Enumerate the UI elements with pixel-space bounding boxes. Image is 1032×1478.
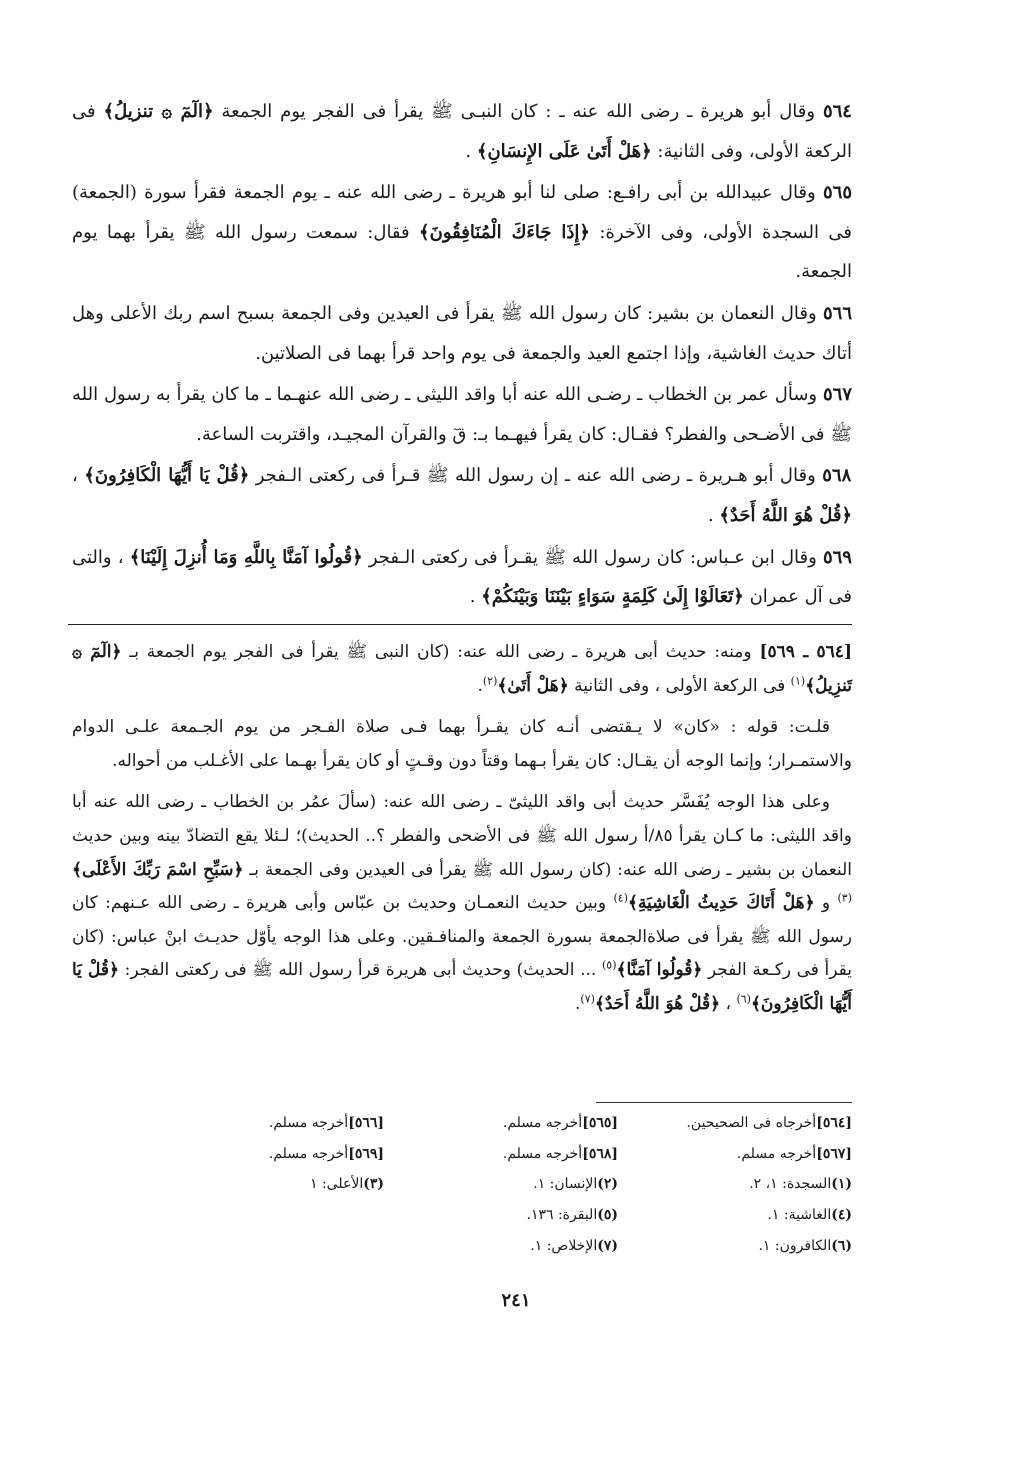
quran-quote: ﴿سَبِّحِ اسْمَ رَبِّكَ الأَعْلَى﴾ [72,859,244,880]
footnote-label: (٤) [831,1207,852,1224]
commentary-text: ومنه: حديث أبى هريرة ـ رضى الله عنه: (كان النبى ﷺ يقرأ فى الفجر يوم الجمعة بـ [121,642,752,662]
footnote [150,1230,384,1261]
quran-quote: ﴿قُلْ يَا أَيُّهَا الْكَافِرُونَ﴾ [72,960,852,1014]
footnote-divider [596,1102,852,1103]
commentary-paragraph-2: قلـت: قوله : «كان» لا يـقتضى أنـه كان يقـرأ بهما فـى صلاة الفـجر من يوم الجـمعة علـى الدوام والاستمـرار؛ وإنما الوجه أن يقـال: كان يقرأ بـهما وقتاً دون وقـتٍ أو كان يقرأ بهـما على الأغـلب من أحواله. [72,717,852,771]
commentary-text: ... الحديث) وحديث أبى هريرة قرأ رسول الله ﷺ فى ركعتى الفجر: [119,960,597,981]
hadith-564 [72,92,852,171]
footnote-label: [٥٦٨] [582,1145,618,1162]
quran-quote: ﴿قُلْ يَا أَيُّهَا الْكَافِرُونَ﴾ [84,465,250,487]
footnote-label: [٥٦٧] [816,1145,852,1162]
footnote [384,1108,618,1139]
footnote-marker: (٧) [580,992,595,1006]
hadith-range-ref: [٥٦٤ ـ ٥٦٩] [759,642,852,662]
hadith-569 [72,538,852,617]
footnote-label: (١) [831,1176,852,1193]
footnote [618,1108,852,1139]
section-divider [68,624,852,625]
commentary-text: ، [720,993,732,1014]
footnote-text: أخرجه مسلم. [268,1145,349,1162]
footnote-text: أخرجاه فى الصحيحين. [686,1115,817,1132]
commentary-text: . [575,993,581,1014]
hadith-568 [72,456,852,535]
footnote-label: [٥٦٦] [348,1115,384,1132]
hadith-text: فقال: سمعت رسول الله ﷺ يقرأ بهما يوم الجمعة. [72,221,852,283]
footnote [150,1139,384,1170]
hadith-566 [72,294,852,373]
hadith-number: ٥٦٦ [822,302,852,324]
footnote-label: (٦) [831,1237,852,1254]
footnote-label: [٥٦٩] [348,1145,384,1162]
page-number: ٢٤١ [501,1290,531,1311]
footnote-text: الإنسان: ١. [533,1176,598,1193]
hadith-text: ، [72,465,78,487]
hadith-text: ، والتى فى آل عمران [72,546,852,608]
quran-quote: ﴿قُلْ هُوَ اللَّهُ أَحَدٌ﴾ [594,993,721,1014]
footnote-row [150,1139,852,1170]
footnote-text: أخرجه مسلم. [268,1115,349,1132]
footnote-row [150,1169,852,1200]
footnotes-table [150,1108,852,1261]
footnote-marker: (٣) [837,891,853,905]
commentary-paragraph-3 [72,786,852,1021]
hadith-text: وقال ابن عـباس: كان رسول الله ﷺ يقـرأ فى ركعتى الـفجر [362,546,817,568]
quran-quote: ﴿قُولُوا آمَنَّا بِاللَّهِ وَمَا أُنزِلَ إِلَيْنَا﴾ [129,546,363,568]
footnote-marker: (٤) [613,891,628,905]
quran-quote: ﴿الٓمٓ ۞ تَنزِيلُ﴾ [72,642,852,696]
hadith-number: ٥٦٧ [822,384,852,406]
footnote [384,1230,618,1261]
hadith-text: وقال أبو هـريرة ـ رضى الله عنه ـ إن رسول الله ﷺ قـرأ فى ركعتى الـفجر [249,465,816,487]
quran-quote: ﴿هَلْ أَتَىٰ عَلَى الإِنسَانِ﴾ [476,140,652,162]
footnote-label: (٧) [597,1237,618,1254]
hadith-text: وقال عبيدالله بن أبى رافـع: صلى لنا أبو هريرة ـ رضى الله عنه ـ يوم الجمعة فقرأ سورة (الجمعة) فى السجدة الأولى، وفى الآخرة: [72,182,852,243]
footnote-marker: (٢) [482,673,498,687]
footnote-label: [٥٦٤] [816,1115,852,1132]
footnote-text: أخرجه مسلم. [502,1145,583,1162]
footnote-label: [٥٦٥] [582,1115,618,1132]
hadith-text: فى الركعة الأولى، وفى الثانية: [72,101,852,162]
footnote-text: أخرجه مسلم. [502,1115,583,1132]
commentary-paragraph-1 [72,636,852,703]
footnote [150,1108,384,1139]
footnote-marker: (٥) [601,958,617,972]
hadith-list [72,92,852,619]
footnote [384,1200,618,1231]
quran-quote: ﴿الٓمٓ ۞ تنزيلُ﴾ [103,101,214,122]
footnote [618,1200,852,1231]
footnote-text: البقرة: ١٣٦. [526,1207,598,1224]
footnote [618,1139,852,1170]
hadith-number: ٥٦٤ [822,101,852,122]
commentary-text: وعلى هذا الوجه يُفَسَّر حديث أبى واقد الليثىّ ـ رضى الله عنه: (سألَ عمُر بن الخطاب ـ رضى الله عنه أبا واقد الليثى: ما كـان يقرأ ٨٥/أ رسول الله ﷺ فى الأضحى والفطر ؟.. الحديث)؛ لـئلا يقع التضادّ بينه وبين حديث النعمان بن بشير ـ رضى الله عنه: (كان رسول الله ﷺ يقرأ فى العيدين وفى الجمعة بـ [72,792,852,880]
footnote-text: السجدة: ١، ٢. [749,1176,832,1193]
hadith-text: . [465,140,472,162]
footnote-label: (٣) [363,1176,384,1193]
quran-quote: ﴿هَلْ أَتَىٰ﴾ [497,675,569,696]
footnote-text: الإخلاص: ١. [530,1237,598,1254]
hadith-text: . [707,504,714,526]
hadith-number: ٥٦٩ [822,546,852,568]
hadith-text: . [469,586,476,608]
footnote-text: أخرجه مسلم. [736,1145,817,1162]
footnote-row [150,1230,852,1261]
footnote-text: الأعلى: ١ [309,1176,364,1193]
footnote-label: (٥) [597,1207,618,1224]
commentary-text: و [814,893,831,914]
commentary-text: فى الركعة الأولى ، وفى الثانية [568,675,786,696]
quran-quote: ﴿قُولُوا آمَنَّا﴾ [616,960,703,981]
quran-quote: ﴿هَلْ أَتَاكَ حَدِيثُ الْغَاشِيَةِ﴾ [627,893,815,914]
hadith-number: ٥٦٥ [822,182,852,204]
footnote-row [150,1108,852,1139]
quran-quote: ﴿تَعَالَوْا إِلَىٰ كَلِمَةٍ سَوَاءٍ بَيْنَنَا وَبَيْنَكُمْ﴾ [481,586,744,608]
hadith-text: وقال النعمان بن بشير: كان رسول الله ﷺ يقرأ فى العيدين وفى الجمعة بسبح اسم ربك الأعلى وهل أتاك حديث الغاشية، وإذا اجتمع العيد والجمعة فى يوم واحد قرأ بهما فى الصلاتين. [72,302,852,364]
footnote-label: (٢) [597,1176,618,1193]
footnote [150,1169,384,1200]
footnotes [150,1108,852,1261]
footnote-marker: (١) [790,673,806,687]
footnote-row [150,1200,852,1231]
quran-quote: ﴿إِذَا جَاءَكَ الْمُنَافِقُونَ﴾ [419,221,590,243]
footnote [384,1169,618,1200]
hadith-text: وقال أبو هريرة ـ رضى الله عنه ـ : كان النبـى ﷺ يقرأ فى الفجر يوم الجمعة [213,101,816,122]
commentary [72,636,852,1030]
footnote [618,1169,852,1200]
commentary-text: وبين حديث النعمـان وحديث بن عبّاس وأبى هريرة ـ رضى الله عـنهم: كان رسول الله ﷺ يقرأ فى صلاةالجمعة بسورة الجمعة والمنافـقين. وعلى هذا الوجه يأوّل حديـث ابنْ عباس: (كان يقرأ فى ركـعة الفجر [72,893,852,981]
footnote-text: الغاشية: ١. [767,1207,832,1224]
hadith-number: ٥٦٨ [822,465,852,487]
footnote [384,1139,618,1170]
commentary-text: . [477,675,483,696]
quran-quote: ﴿قُلْ هُوَ اللَّهُ أَحَدٌ﴾ [719,504,852,526]
hadith-text: وسأل عمر بن الخطاب ـ رضـى الله عنه أبا واقد الليثى ـ رضى الله عنهـما ـ ما كان يقرأ به رسول الله ﷺ فى الأضـحى والفطر؟ فقـال: كان يقرأ فيهـما بـ: قٓ والقرآن المجيـد، واقتربت الساعة. [72,384,852,445]
hadith-565 [72,173,852,292]
footnote [150,1200,384,1231]
footnote-text: الكافرون: ١. [758,1237,832,1254]
hadith-567 [72,375,852,454]
footnote-marker: (٦) [736,992,751,1006]
footnote [618,1230,852,1261]
